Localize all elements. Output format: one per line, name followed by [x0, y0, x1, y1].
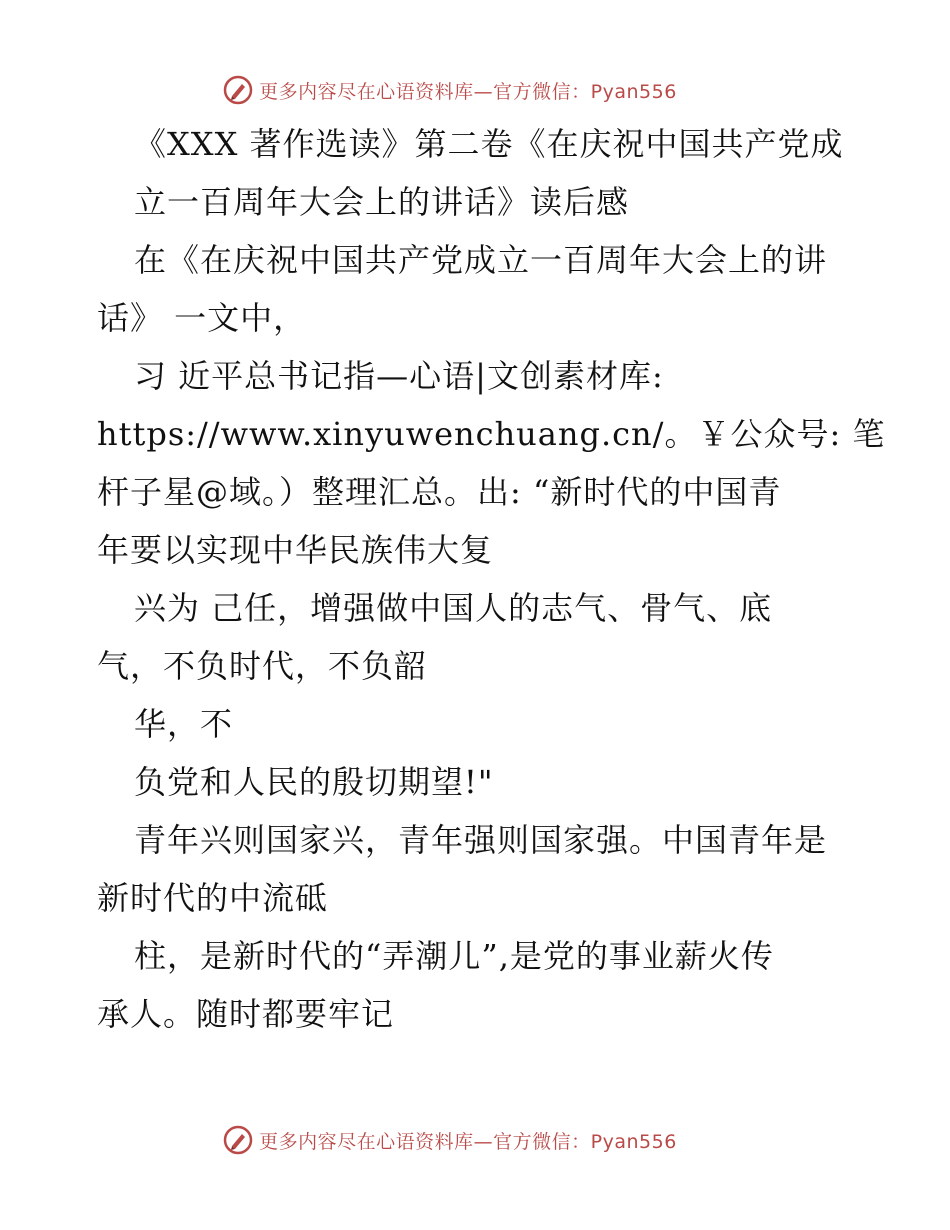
title-line-1: 《XXX 著作选读》第二卷《在庆祝中国共产党成 [134, 125, 844, 163]
paragraph-line: 气，不负时代，不负韶 [97, 647, 428, 685]
paragraph-line: 在《在庆祝中国共产党成立一百周年大会上的讲 [134, 241, 828, 279]
header-banner [0, 70, 950, 110]
footer-banner [0, 1120, 950, 1160]
paragraph-line: 年要以实现中华民族伟大复 [97, 531, 494, 569]
footer-banner-text: 更多内容尽在心语资料库—官方微信：Pyan556 [259, 1130, 677, 1153]
paragraph-line: 华，不 [134, 705, 234, 743]
paragraph-line: 杆子星@域。）整理汇总。出: “新时代的中国青 [97, 473, 782, 511]
paragraph-line: 新时代的中流砥 [97, 879, 329, 917]
pen-logo-icon [223, 75, 253, 105]
paragraph-line: 柱，是新时代的“弄潮儿”,是党的事业薪火传 [134, 937, 774, 975]
header-banner-text: 更多内容尽在心语资料库—官方微信：Pyan556 [259, 80, 677, 103]
paragraph-line: https://www.xinyuwenchuang.cn/。￥公众号: 笔 [97, 415, 886, 453]
title-line-2: 立一百周年大会上的讲话》读后感 [134, 183, 630, 221]
paragraph-line: 兴为 己任，增强做中国人的志气、骨气、底 [134, 589, 773, 627]
pen-logo-icon [223, 1125, 253, 1155]
paragraph-line: 话》 一文中， [97, 299, 307, 337]
paragraph-line: 习 近平总书记指—心语|文创素材库: [134, 357, 664, 395]
paragraph-line: 承人。随时都要牢记 [97, 995, 395, 1033]
paragraph-line: 青年兴则国家兴，青年强则国家强。中国青年是 [134, 821, 828, 859]
paragraph-line: 负党和人民的殷切期望!" [134, 763, 494, 801]
